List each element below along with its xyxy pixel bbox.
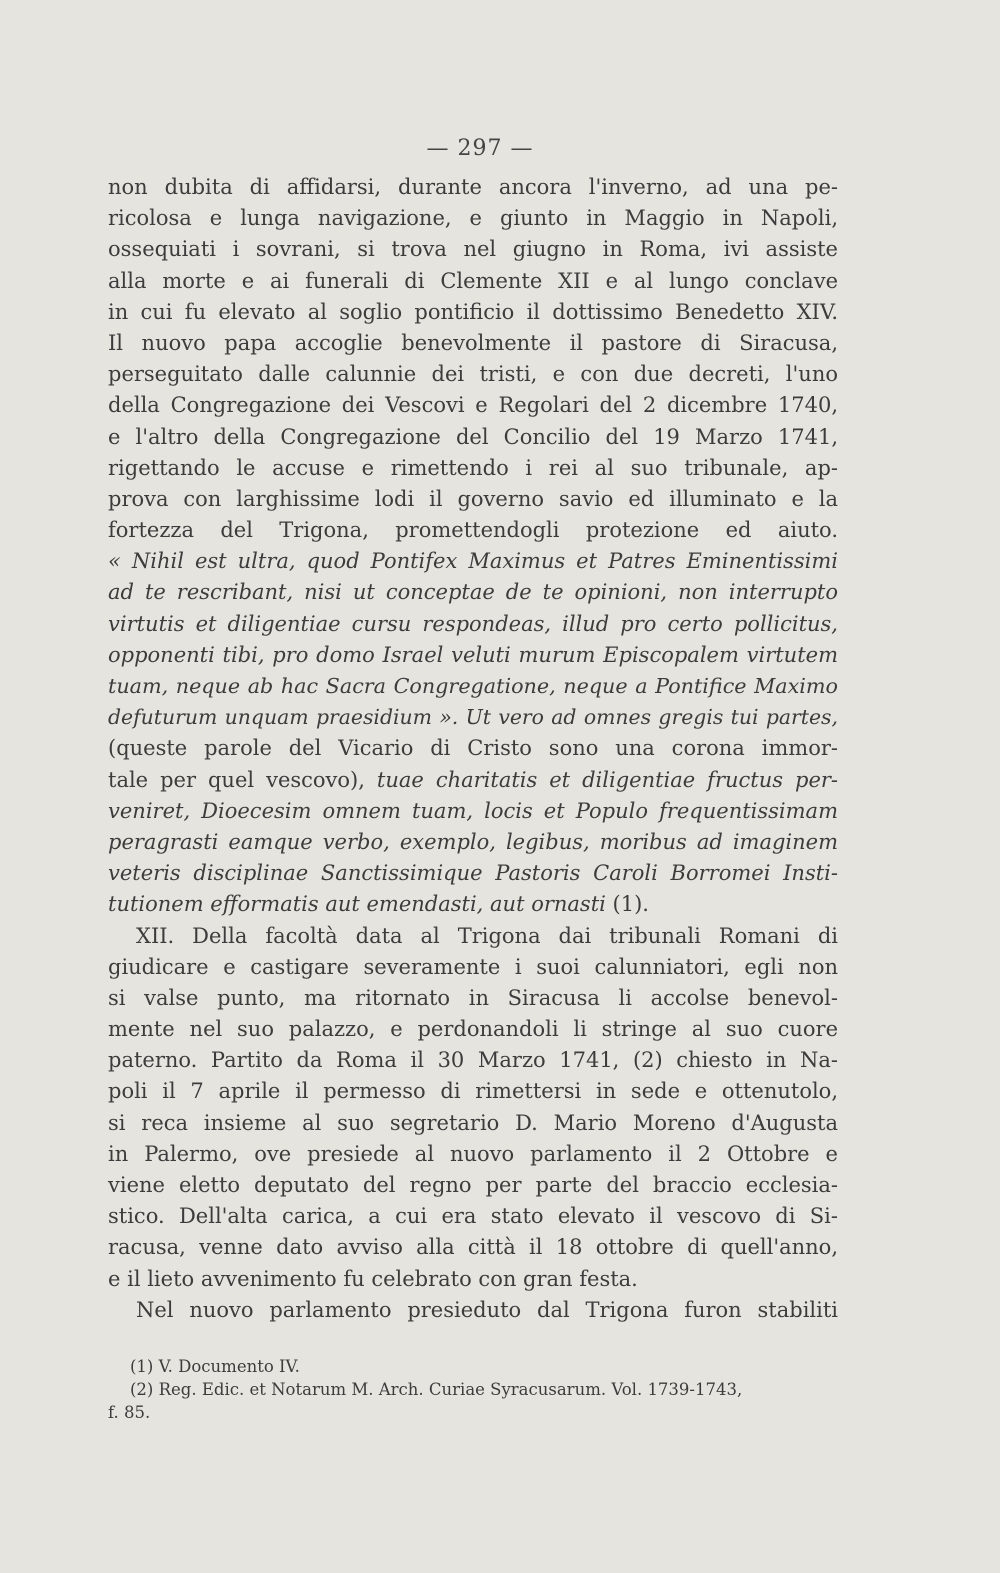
latin-quote-segment: tuae charitatis et diligentiae fructus per-: [364, 767, 839, 792]
text-line: rigettando le accuse e rimettendo i rei al suo tribunale, ap-: [108, 455, 838, 480]
latin-quote-line: peragrasti eamque verbo, exemplo, legibus, moribus ad imaginem: [108, 829, 838, 854]
latin-quote-line: veniret, Dioecesim omnem tuam, locis et Populo frequentissimam: [108, 798, 838, 823]
paragraph-start-line: Nel nuovo parlamento presieduto dal Trigona furon stabiliti: [136, 1297, 838, 1322]
text-line: della Congregazione dei Vescovi e Regolari del 2 dicembre 1740,: [108, 393, 838, 418]
text-line: ossequiati i sovrani, si trova nel giugno in Roma, ivi assiste: [108, 237, 838, 262]
text-line: si reca insieme al suo segretario D. Mario Moreno d'Augusta: [108, 1110, 838, 1135]
text-line: e il lieto avvenimento fu celebrato con gran festa.: [108, 1266, 638, 1291]
latin-quote-line: ad te rescribant, nisi ut conceptae de te opinioni, non interrupto: [108, 580, 838, 605]
section-start-line: XII. Della facoltà data al Trigona dai tribunali Romani di: [136, 923, 838, 948]
text-line: (queste parole del Vicario di Cristo sono una corona immor-: [108, 736, 838, 761]
text-line: paterno. Partito da Roma il 30 Marzo 1741, (2) chiesto in Na-: [108, 1048, 838, 1073]
latin-quote-line: virtutis et diligentiae cursu respondeas, illud pro certo pollicitus,: [108, 611, 838, 636]
latin-quote-segment: Ut vero ad omnes gregis tui partes,: [458, 705, 838, 730]
text-line: Il nuovo papa accoglie benevolmente il pastore di Siracusa,: [108, 330, 838, 355]
text-line: prova con larghissime lodi il governo savio ed illuminato e la: [108, 486, 838, 511]
text-line: alla morte e ai funerali di Clemente XII e al lungo conclave: [108, 268, 838, 293]
text-line: in Palermo, ove presiede al nuovo parlamento il 2 Ottobre e: [108, 1141, 838, 1166]
text-line: ricolosa e lunga navigazione, e giunto in Maggio in Napoli,: [108, 206, 838, 231]
text-line: [108, 765, 838, 796]
footnote-continuation: f. 85.: [108, 1403, 151, 1422]
text-line: viene eletto deputato del regno per parte del braccio ecclesia-: [108, 1173, 838, 1197]
text-line: non dubita di affidarsi, durante ancora l'inverno, ad una pe-: [108, 175, 838, 199]
latin-quote-segment: defuturum unquam praesidium ».: [108, 705, 459, 730]
text-line: in cui fu elevato al soglio pontificio il dottissimo Benedetto XIV.: [108, 299, 838, 324]
footnote-ref: (1).: [605, 892, 649, 917]
text-line: racusa, venne dato avviso alla città il 18 ottobre di quell'anno,: [108, 1235, 838, 1260]
latin-quote-segment: tutionem efformatis aut emendasti, aut ornasti: [108, 892, 606, 917]
text-line: [108, 889, 838, 920]
latin-quote-line: tuam, neque ab hac Sacra Congregatione, neque a Pontifice Maximo: [108, 674, 838, 698]
footnote: (2) Reg. Edic. et Notarum M. Arch. Curiae Syracusarum. Vol. 1739-1743,: [130, 1380, 743, 1399]
text-line: stico. Dell'alta carica, a cui era stato elevato il vescovo di Si-: [108, 1204, 838, 1229]
latin-quote-line: « Nihil est ultra, quod Pontifex Maximus et Patres Eminentissimi: [108, 549, 838, 574]
text-segment: tale per quel vescovo),: [108, 767, 365, 792]
latin-quote-line: opponenti tibi, pro domo Israel veluti murum Episcopalem virtutem: [108, 642, 838, 667]
body-text: [108, 172, 838, 1326]
page-number: — 297 —: [426, 136, 534, 161]
footnote: (1) V. Documento IV.: [130, 1357, 300, 1376]
footnotes: [108, 1355, 838, 1424]
text-line: fortezza del Trigona, promettendogli protezione ed aiuto.: [108, 518, 838, 543]
text-line: si valse punto, ma ritornato in Siracusa li accolse benevol-: [108, 985, 838, 1010]
text-line: poli il 7 aprile il permesso di rimettersi in sede e ottenutolo,: [108, 1079, 838, 1104]
text-line: [108, 702, 838, 733]
text-line: perseguitato dalle calunnie dei tristi, e con due decreti, l'uno: [108, 362, 838, 387]
text-line: giudicare e castigare severamente i suoi calunniatori, egli non: [108, 954, 838, 979]
latin-quote-line: veteris disciplinae Sanctissimique Pastoris Caroli Borromei Insti-: [108, 861, 838, 886]
text-line: e l'altro della Congregazione del Concilio del 19 Marzo 1741,: [108, 424, 838, 449]
text-line: mente nel suo palazzo, e perdonandoli li stringe al suo cuore: [108, 1017, 838, 1042]
